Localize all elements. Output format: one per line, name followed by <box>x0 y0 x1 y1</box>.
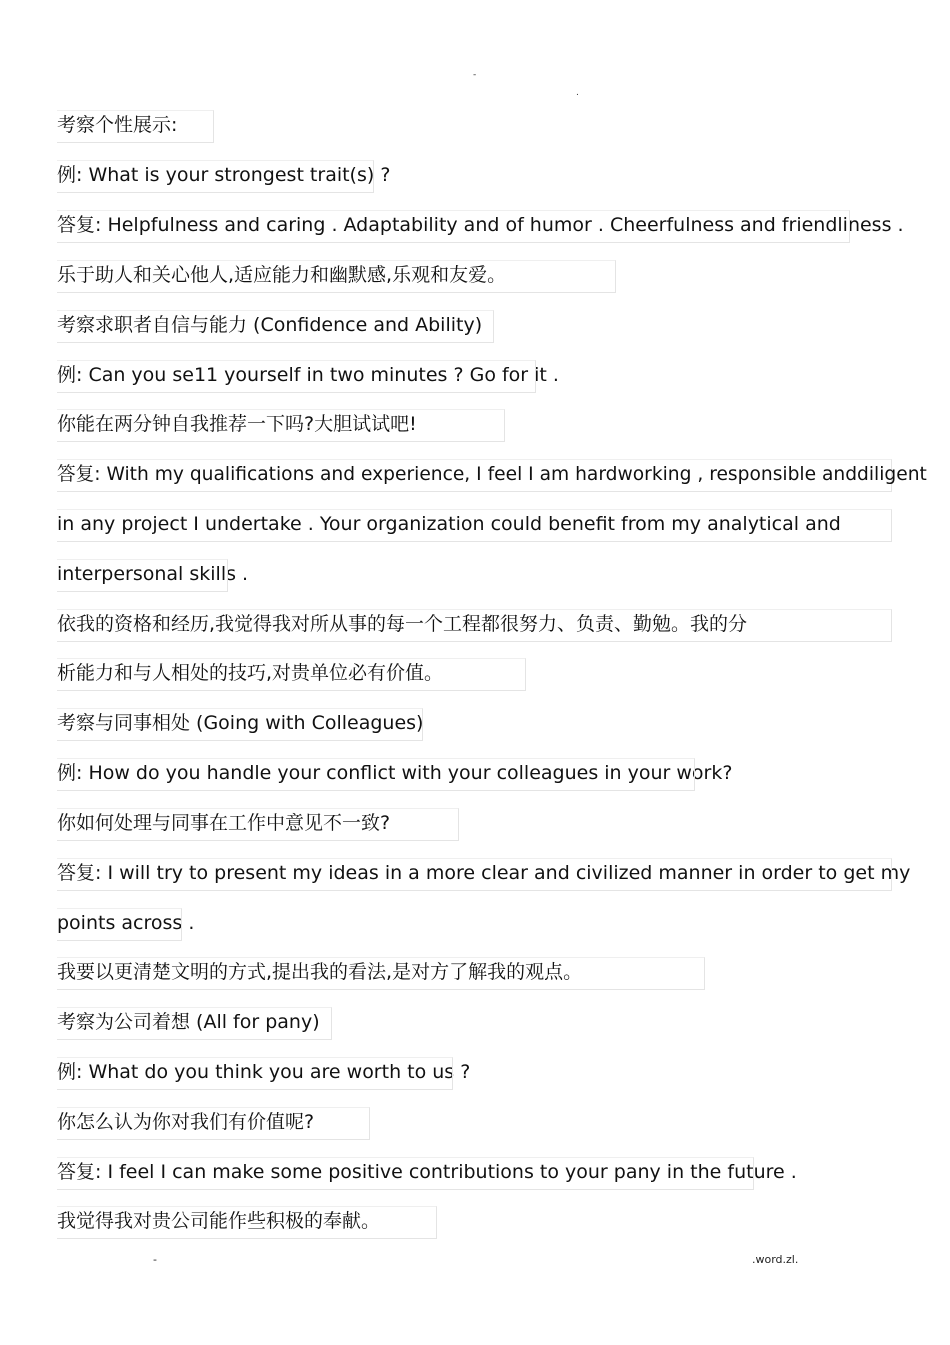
line-text: 析能力和与人相处的技巧,对贵单位必有价值。 <box>57 662 444 684</box>
line-text: 例: What is your strongest trait(s) ? <box>57 164 391 186</box>
text-line <box>57 1157 797 1188</box>
text-line <box>57 110 177 141</box>
line-text: 你如何处理与同事在工作中意见不一致? <box>57 812 391 834</box>
line-text: 我觉得我对贵公司能作些积极的奉献。 <box>57 1210 381 1232</box>
header-mark-left: - <box>473 70 477 80</box>
footer-source: .word.zl. <box>752 1253 799 1266</box>
line-text: 例: What do you think you are worth to us ? <box>57 1061 471 1083</box>
text-line <box>57 160 390 191</box>
line-text: 你能在两分钟自我推荐一下吗?大胆试试吧! <box>57 413 417 435</box>
text-line <box>57 1206 380 1237</box>
header-mark-right: . <box>576 88 579 98</box>
text-line <box>57 609 747 640</box>
line-text: interpersonal skills . <box>57 563 249 585</box>
text-line <box>57 908 194 939</box>
text-line <box>57 210 904 241</box>
line-text: 例: How do you handle your conflict with your colleagues in your work? <box>57 762 733 784</box>
text-line <box>57 509 841 540</box>
line-text: 考察个性展示: <box>57 114 178 136</box>
line-text: 考察与同事相处 (Going with Colleagues) <box>57 712 424 734</box>
line-text: 答复: I feel I can make some positive contributions to your pany in the future . <box>57 1161 797 1183</box>
line-text: 乐于助人和关心他人,适应能力和幽默感,乐观和友爱。 <box>57 264 507 286</box>
text-line <box>57 708 423 739</box>
line-text: 答复: I will try to present my ideas in a more clear and civilized manner in order to get my <box>57 862 911 884</box>
text-line <box>57 758 732 789</box>
text-line <box>57 360 559 391</box>
text-line <box>57 1007 320 1038</box>
line-text: 答复: With my qualifications and experience, I feel I am hardworking , responsible anddiligent <box>57 463 927 485</box>
line-text: 考察为公司着想 (All for pany) <box>57 1011 320 1033</box>
line-text: 依我的资格和经历,我觉得我对所从事的每一个工程都很努力、负责、勤勉。我的分 <box>57 613 748 635</box>
line-text: 你怎么认为你对我们有价值呢? <box>57 1111 315 1133</box>
text-line <box>57 260 506 291</box>
line-text: 答复: Helpfulness and caring . Adaptability and of humor . Cheerfulness and friendliness . <box>57 214 904 236</box>
line-text: points across . <box>57 912 195 934</box>
line-text: 考察求职者自信与能力 (Confidence and Ability) <box>57 314 483 336</box>
text-line <box>57 409 417 440</box>
text-line <box>57 1107 314 1138</box>
text-line <box>57 808 390 839</box>
text-line <box>57 310 482 341</box>
text-line <box>57 658 443 689</box>
text-line <box>57 559 248 590</box>
footer-mark: - <box>153 1253 157 1266</box>
line-text: 例: Can you se11 yourself in two minutes ? Go for it . <box>57 364 559 386</box>
text-line <box>57 459 944 490</box>
text-line <box>57 1057 470 1088</box>
text-line <box>57 858 910 889</box>
line-text: 我要以更清楚文明的方式,提出我的看法,是对方了解我的观点。 <box>57 961 583 983</box>
text-line <box>57 957 582 988</box>
line-text: in any project I undertake . Your organization could benefit from my analytical and <box>57 513 841 535</box>
